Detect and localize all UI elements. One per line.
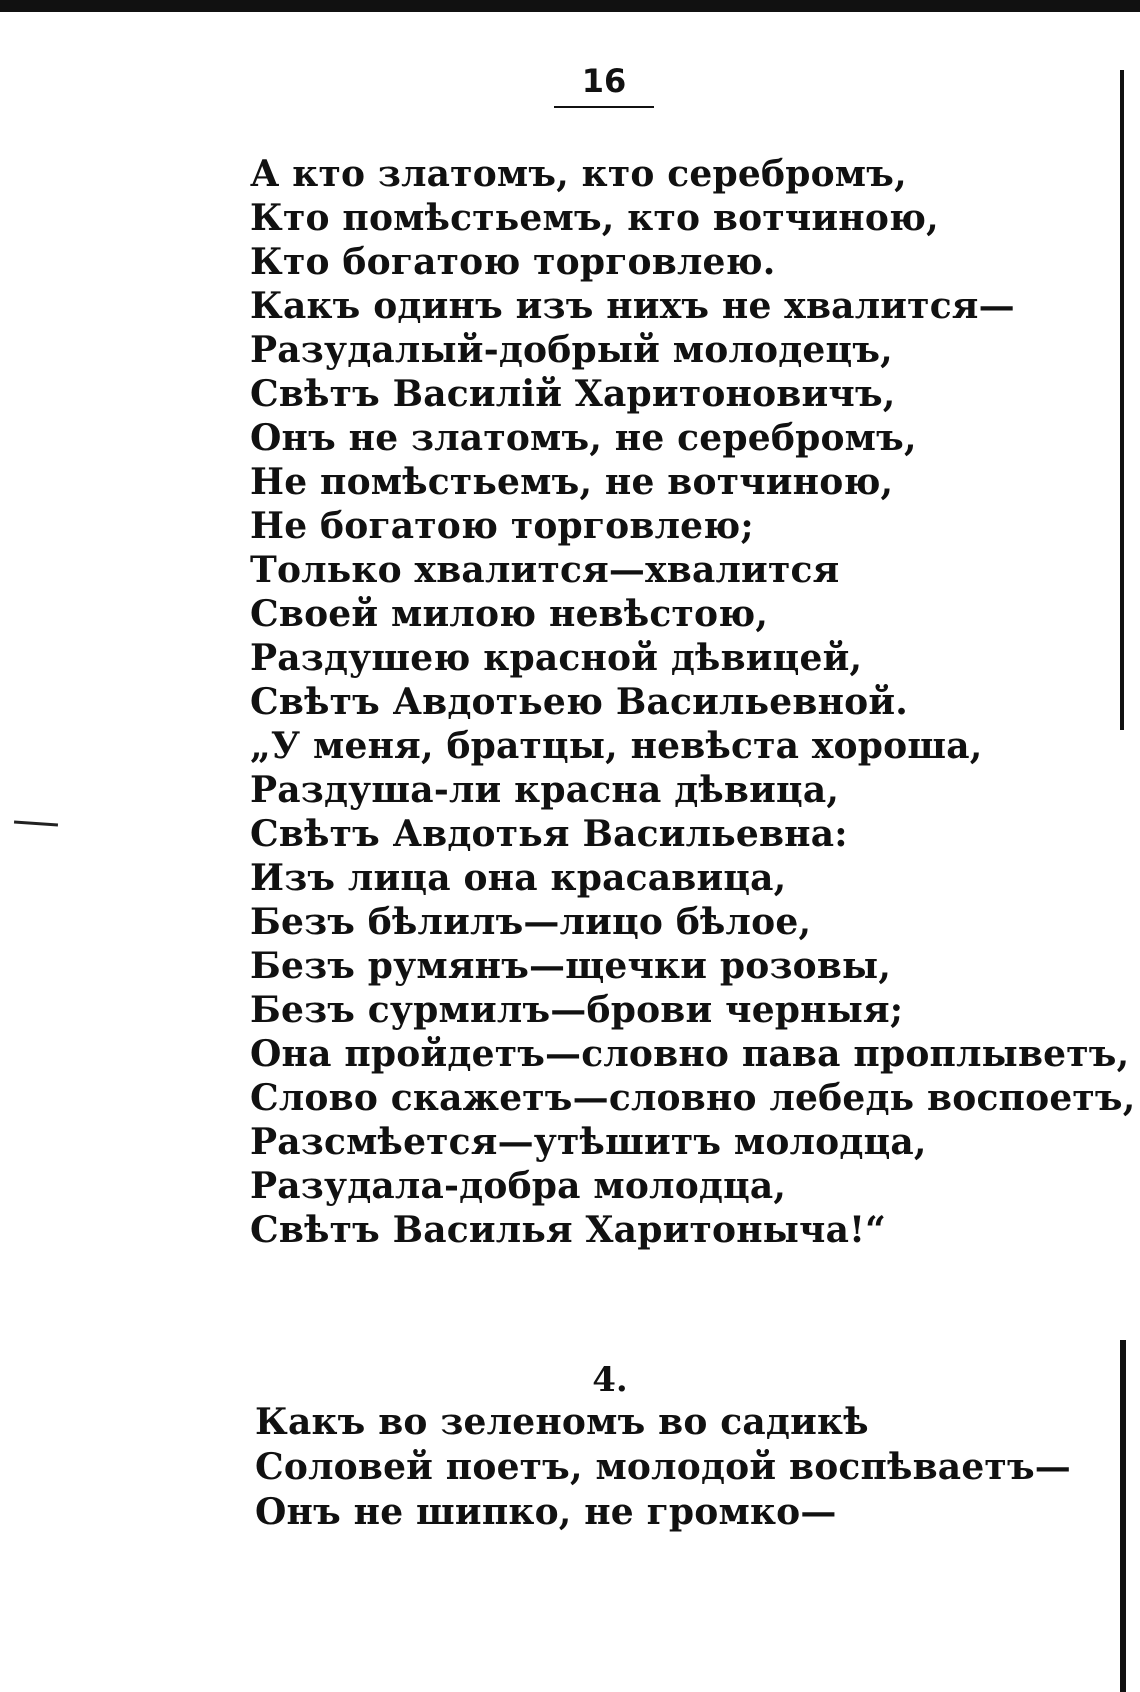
verse-line: Изъ лица она красавица, bbox=[250, 857, 787, 899]
verse-line: Свѣтъ Василья Харитоныча!“ bbox=[250, 1209, 887, 1251]
verse-line: Онъ не шипко, не громко— bbox=[255, 1491, 837, 1533]
verse-line: Какъ во зеленомъ во садикѣ bbox=[255, 1401, 869, 1443]
verse-line: Не богатою торговлею; bbox=[250, 505, 754, 547]
scan-right-edge-lower bbox=[1120, 1340, 1126, 1692]
verse-line: Безъ румянъ—щечки розовы, bbox=[250, 945, 892, 987]
verse-line: Она пройдетъ—словно пава проплыветъ, bbox=[250, 1033, 1130, 1075]
verse-line: Свѣтъ Авдотьею Васильевной. bbox=[250, 681, 908, 723]
verse-line: Только хвалится—хвалится bbox=[250, 549, 840, 591]
verse-line: Не помѣстьемъ, не вотчиною, bbox=[250, 461, 894, 503]
verse-line: Соловей поетъ, молодой воспѣваетъ— bbox=[255, 1446, 1071, 1488]
verse-line: Кто помѣстьемъ, кто вотчиною, bbox=[250, 197, 939, 239]
verse-line: Свѣтъ Авдотья Васильевна: bbox=[250, 813, 848, 855]
verse-line: Раздуша-ли красна дѣвица, bbox=[250, 769, 840, 811]
verse-line: Слово скажетъ—словно лебедь воспоетъ, bbox=[250, 1077, 1136, 1119]
verse-line: Разудала-добра молодца, bbox=[250, 1165, 787, 1207]
verse-line: „У меня, братцы, невѣста хороша, bbox=[250, 725, 983, 767]
verse-line: А кто златомъ, кто серебромъ, bbox=[250, 153, 907, 195]
verse-line: Разсмѣется—утѣшитъ молодца, bbox=[250, 1121, 927, 1163]
verse-line: Кто богатою торговлею. bbox=[250, 241, 776, 283]
verse-line: Онъ не златомъ, не серебромъ, bbox=[250, 417, 917, 459]
verse-line: Свѣтъ Василій Харитоновичъ, bbox=[250, 373, 896, 415]
page-number-rule bbox=[554, 106, 654, 108]
verse-block-1 bbox=[250, 152, 1136, 1252]
verse-line: Раздушею красной дѣвицей, bbox=[250, 637, 863, 679]
margin-mark bbox=[14, 820, 58, 826]
verse-line: Безъ бѣлилъ—лицо бѣлое, bbox=[250, 901, 812, 943]
scan-top-border bbox=[0, 0, 1140, 12]
verse-line: Безъ сурмилъ—брови черныя; bbox=[250, 989, 904, 1031]
verse-line: Какъ одинъ изъ нихъ не хвалится— bbox=[250, 285, 1015, 327]
page-number: 16 bbox=[581, 62, 627, 100]
verse-line: Своей милою невѣстою, bbox=[250, 593, 769, 635]
scan-right-edge bbox=[1120, 70, 1124, 730]
section-number: 4. bbox=[592, 1360, 628, 1400]
verse-line: Разудалый-добрый молодецъ, bbox=[250, 329, 893, 371]
verse-block-2 bbox=[255, 1400, 1095, 1535]
